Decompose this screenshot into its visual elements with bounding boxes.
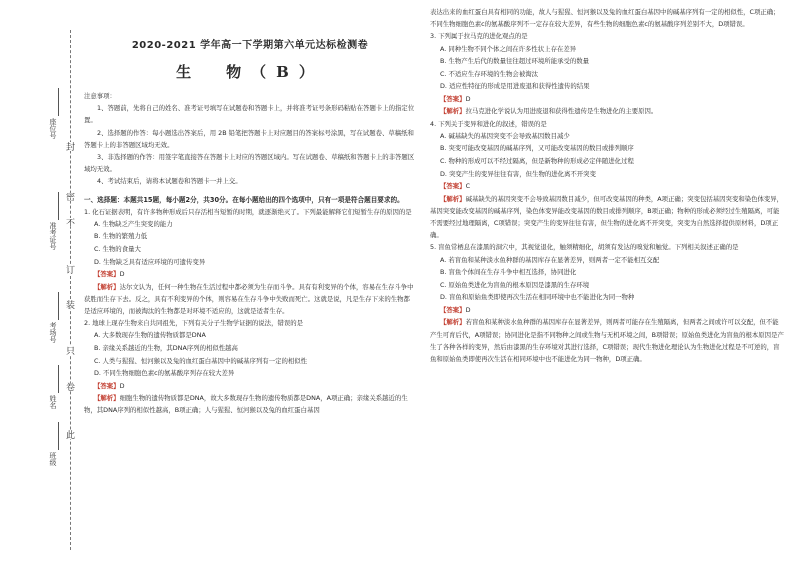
option: B. 盲鱼个体间在生存斗争中相互选择，协同进化 xyxy=(440,268,577,277)
field-underline xyxy=(58,88,59,116)
answer-value: D xyxy=(465,305,471,314)
field-underline xyxy=(58,422,59,450)
notice-item: 1、答题前，先将自己的姓名、准考证号填写在试题卷和答题卡上，并将准考证号条形码粘贴在答题卡上的指定位置。 xyxy=(84,104,415,125)
option: A. 若盲鱼和某种淡水鱼种群的基因库存在显著差异，则两者一定不能相互交配 xyxy=(440,255,660,264)
explanation-tag: 【解析】 xyxy=(440,318,466,327)
option: A. 生物缺乏产生突变的能力 xyxy=(94,219,173,228)
notice-item: 4、考试结束后，请将本试题卷和答题卡一并上交。 xyxy=(97,177,242,186)
answer-tag: 【答案】 xyxy=(440,305,466,314)
answer-line xyxy=(430,93,784,105)
question-2 xyxy=(84,317,416,416)
option: C. 不适应生存环境的生物会被淘汰 xyxy=(440,69,538,78)
explanation xyxy=(430,316,784,365)
option: B. 生物产生后代的数量往往超过环境所能承受的数量 xyxy=(440,57,590,66)
explanation-tag: 【解析】 xyxy=(94,282,120,291)
explanation-text: 拉马克进化学说认为用进废退和获得性遗传是生物进化的主要原因。 xyxy=(465,107,658,116)
question-3 xyxy=(430,30,784,117)
student-field-label: 座位号 xyxy=(49,118,57,139)
answer-line xyxy=(84,268,416,280)
option: D. 适应性特征的形成是用进废退和获得性遗传的结果 xyxy=(440,82,590,91)
explanation xyxy=(430,193,784,242)
explanation-text: 细胞生物的遗传物质都是DNA，故大多数现存生物的遗传物质都是DNA，A项正确；亲缘关系越近的生物，其DNA序列的相似性越高，B项正确；人与猩猩、恒河猴以及兔的血红蛋白基因 xyxy=(84,394,408,415)
notice-item: 2、选择题的作答：每小题选出答案后，用 2B 铅笔把答题卡上对应题目的答案标号涂黑，写在试题卷、草稿纸和答题卡上的非答题区域均无效。 xyxy=(84,128,414,149)
answer-value: D xyxy=(465,94,471,103)
option: B. 突变可能改变基因的碱基序列，又可能改变基因的数目或排列顺序 xyxy=(440,144,634,153)
question-stem: 3. 下列属于拉马克的进化观点的是 xyxy=(430,32,528,41)
option: A. 同种生物不同个体之间在许多性状上存在差异 xyxy=(440,44,577,53)
option: A. 大多数现存生物的遗传物质都是DNA xyxy=(94,331,206,340)
question-stem: 1. 化石证据表明，有许多物种形成后只存活相当短暂的时期，就逐渐绝灭了。下列最能解释它们短暂生存的原因的是 xyxy=(84,207,412,216)
question-4 xyxy=(430,118,784,242)
binding-label: 不 xyxy=(64,218,74,227)
explanation-tag: 【解析】 xyxy=(440,107,466,116)
explanation-text: 碱基缺失的基因突变不会导致基因数目减少，但可改变基因的种类，A项正确；突变包括基因突变和染色体变异，基因突变能改变基因的碱基序列，染色体变异能改变基因的数目或排列顺序，B项正确；物种的形成必须经过生殖隔离，可能不需要经过地理隔离，C项错误；突变产生的变异往往有害，但生物的进化离不开突变，突变为自然选择提供原材料，D项正确。 xyxy=(430,194,784,240)
question-stem: 2. 地球上现存生物来自共同祖先，下列有关分子生物学证据的说法，错误的是 xyxy=(84,319,304,328)
binding-label: 此 xyxy=(64,430,74,439)
option: C. 生物的食量大 xyxy=(94,245,141,254)
option: B. 生物的繁殖力低 xyxy=(94,232,148,241)
answer-tag: 【答案】 xyxy=(94,381,120,390)
question-stem: 5. 盲鱼常栖息在漆黑的洞穴中，其视觉退化，触须精细化，胡须有发达的嗅觉和触觉。下列相关叙述正确的是 xyxy=(430,243,739,252)
answer-line xyxy=(430,180,784,192)
binding-margin xyxy=(0,0,80,561)
question-1 xyxy=(84,206,416,318)
binding-label: 封 xyxy=(64,142,74,151)
binding-label: 卷 xyxy=(64,382,74,391)
explanation-text: 若盲鱼和某种淡水鱼种群的基因库存在显著差异，则两者可能存在生殖隔离，但两者之间或许可以交配，但不能产生可育后代，A项错误；协同进化是指不同物种之间或生物与无机环境之间，B项错误；原始鱼类进化为盲鱼的根本原因是产生了各种各样的变异，然后由漆黑的生存环境对其进行选择，C项错误；现代生物进化理论认为生物进化过程是不可逆的，盲鱼和原始鱼类即使再次生活在相同环境中也不能进化为同一物种，D项正确。 xyxy=(430,318,784,363)
option: D. 生物缺乏具有适应环境的可遗传变异 xyxy=(94,257,206,266)
answer-value: C xyxy=(465,182,471,191)
continued-explanation: 表达出来的血红蛋白具有相同的功能，故人与猩猩、恒河猴以及兔的血红蛋白基因中的碱基序列有一定的相似性，C项正确；不同生物细胞色素c的氨基酸序列不一定存在较大差异，有些生物的细胞色素c的氨基酸序列差别不大，D项错误。 xyxy=(430,8,780,29)
option: C. 人类与猩猩、恒河猴以及兔的血红蛋白基因中的碱基序列有一定的相似性 xyxy=(94,356,308,365)
option: D. 突变产生的变异往往有害，但生物的进化离不开突变 xyxy=(440,169,596,178)
answer-line xyxy=(84,380,416,392)
binding-label: 密 xyxy=(64,192,74,201)
explanation-tag: 【解析】 xyxy=(94,394,120,403)
option: D. 不同生物细胞色素c的氨基酸序列存在较大差异 xyxy=(94,369,235,378)
notice-heading: 注意事项： xyxy=(84,92,116,100)
option: C. 原始鱼类进化为盲鱼的根本原因是漆黑的生存环境 xyxy=(440,280,590,289)
option: B. 亲缘关系越近的生物，其DNA序列的相似性越高 xyxy=(94,344,238,353)
exam-title: 2020-2021 学年高一下学期第六单元达标检测卷 xyxy=(131,40,369,51)
binding-label: 订 xyxy=(64,265,74,274)
answer-tag: 【答案】 xyxy=(94,270,120,279)
explanation xyxy=(84,392,416,416)
answer-line xyxy=(430,304,784,316)
option: D. 盲鱼和原始鱼类即使再次生活在相同环境中也不能进化为同一物种 xyxy=(440,293,635,302)
question-5 xyxy=(430,241,784,365)
question-stem: 4. 下列关于变异和进化的叙述，错误的是 xyxy=(430,119,547,128)
student-field-label: 考场号 xyxy=(49,322,57,343)
student-field-label: 准考证号 xyxy=(49,222,57,250)
student-field-label: 姓名 xyxy=(49,395,57,409)
explanation-text: 达尔文认为，任何一种生物在生活过程中都必须为生存而斗争。具有有利变异的个体，容易在生存斗争中获胜而生存下去。反之，具有不利变异的个体，则容易在生存斗争中失败而死亡。这就是说，凡是生存下来的生物都是适应环境的，而被淘汰的生物都是对环境不适应的，这就是适者生存。 xyxy=(84,282,414,316)
binding-label: 装 xyxy=(64,300,74,309)
field-underline xyxy=(58,365,59,393)
answer-tag: 【答案】 xyxy=(440,182,466,191)
option: C. 物种的形成可以不经过隔离，但是新物种的形成必定伴随进化过程 xyxy=(440,156,634,165)
option: A. 碱基缺失的基因突变不会导致基因数目减少 xyxy=(440,131,570,140)
explanation-tag: 【解析】 xyxy=(440,194,466,203)
student-field-label: 班级 xyxy=(49,452,57,466)
notice-item: 3、非选择题的作答：用签字笔直接答在答题卡上对应的答题区域内。写在试题卷、草稿纸和答题卡上的非答题区域均无效。 xyxy=(84,153,415,174)
left-column xyxy=(84,6,416,417)
explanation xyxy=(84,281,416,318)
answer-value: D xyxy=(119,270,125,279)
field-underline xyxy=(58,192,59,220)
notice-block xyxy=(84,90,416,188)
section-heading: 一、选择题：本题共15题，每小题2分，共30分。在每小题给出的四个选项中，只有一项是符合题目要求的。 xyxy=(84,195,404,204)
subject-title: 生 物（B） xyxy=(176,63,324,81)
answer-value: D xyxy=(119,381,125,390)
cut-line xyxy=(70,30,71,550)
field-underline xyxy=(58,292,59,320)
explanation xyxy=(430,105,784,117)
right-column xyxy=(430,6,784,365)
binding-label: 只 xyxy=(64,346,74,355)
answer-tag: 【答案】 xyxy=(440,94,466,103)
